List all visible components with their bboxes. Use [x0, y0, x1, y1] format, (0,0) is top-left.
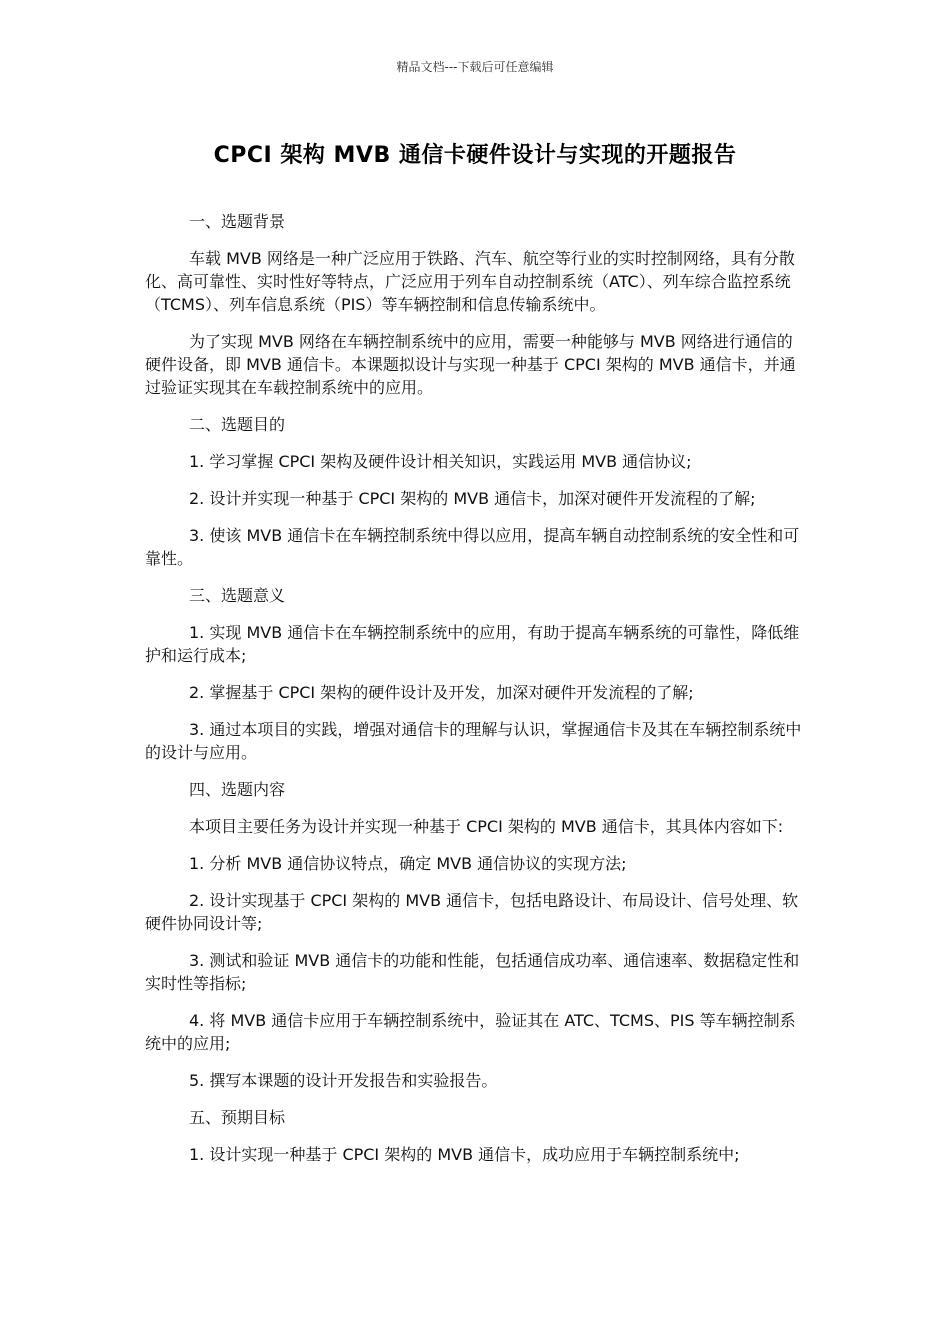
section-heading-purpose: 二、选题目的: [189, 415, 286, 434]
list-item: 3. 测试和验证 MVB 通信卡的功能和性能，包括通信成功率、通信速率、数据稳定性和实时性等指标;: [145, 951, 800, 993]
section-heading-background: 一、选题背景: [189, 212, 286, 231]
list-item: 1. 设计实现一种基于 CPCI 架构的 MVB 通信卡，成功应用于车辆控制系统中;: [189, 1145, 740, 1164]
list-item: 3. 通过本项目的实践，增强对通信卡的理解与认识，掌握通信卡及其在车辆控制系统中的设计与应用。: [145, 720, 802, 762]
list-item: 4. 将 MVB 通信卡应用于车辆控制系统中，验证其在 ATC、TCMS、PIS 等车辆控制系统中的应用;: [145, 1011, 796, 1053]
paragraph: 本项目主要任务为设计并实现一种基于 CPCI 架构的 MVB 通信卡，其具体内容如下:: [189, 817, 784, 836]
section-heading-significance: 三、选题意义: [189, 586, 286, 605]
document-body: [145, 210, 805, 1180]
list-item: 1. 实现 MVB 通信卡在车辆控制系统中的应用，有助于提高车辆系统的可靠性，降低维护和运行成本;: [145, 623, 800, 665]
document-title: CPCI 架构 MVB 通信卡硬件设计与实现的开题报告: [213, 143, 737, 168]
list-item: 1. 学习掌握 CPCI 架构及硬件设计相关知识，实践运用 MVB 通信协议;: [189, 452, 692, 471]
section-heading-content: 四、选题内容: [189, 780, 286, 799]
list-item: 1. 分析 MVB 通信协议特点，确定 MVB 通信协议的实现方法;: [189, 854, 627, 873]
paragraph: 车载 MVB 网络是一种广泛应用于铁路、汽车、航空等行业的实时控制网络，具有分散化、高可靠性、实时性好等特点，广泛应用于列车自动控制系统（ATC）、列车综合监控系统（TCMS）、列车信息系统（PIS）等车辆控制和信息传输系统中。: [145, 249, 795, 314]
paragraph: 为了实现 MVB 网络在车辆控制系统中的应用，需要一种能够与 MVB 网络进行通信的硬件设备，即 MVB 通信卡。本课题拟设计与实现一种基于 CPCI 架构的 MVB 通信卡，并通过验证实现其在车载控制系统中的应用。: [145, 332, 796, 397]
section-heading-goals: 五、预期目标: [189, 1108, 286, 1127]
list-item: 2. 设计实现基于 CPCI 架构的 MVB 通信卡，包括电路设计、布局设计、信号处理、软硬件协同设计等;: [145, 891, 799, 933]
list-item: 2. 设计并实现一种基于 CPCI 架构的 MVB 通信卡，加深对硬件开发流程的了解;: [189, 489, 756, 508]
page-header-note: 精品文档---下载后可任意编辑: [396, 60, 554, 74]
list-item: 5. 撰写本课题的设计开发报告和实验报告。: [189, 1071, 498, 1090]
list-item: 2. 掌握基于 CPCI 架构的硬件设计及开发，加深对硬件开发流程的了解;: [189, 683, 694, 702]
list-item: 3. 使该 MVB 通信卡在车辆控制系统中得以应用，提高车辆自动控制系统的安全性和可靠性。: [145, 526, 800, 568]
